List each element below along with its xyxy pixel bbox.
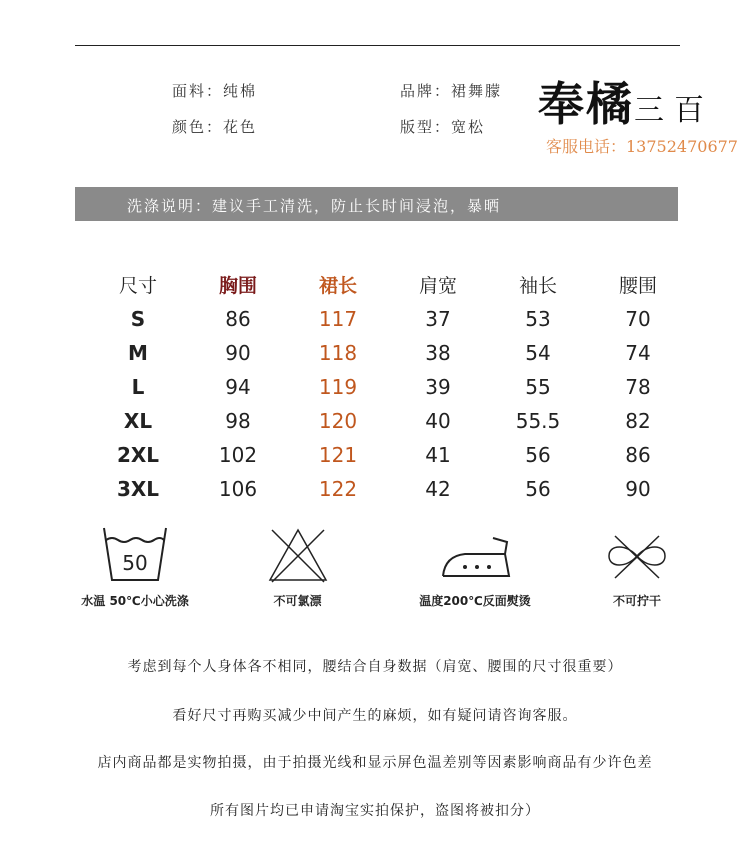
wash-instructions-bar (75, 187, 678, 221)
no-bleach-caption: 不可氯漂 (273, 594, 322, 608)
header-waist: 腰围 (618, 274, 657, 297)
brand-logo (538, 68, 714, 134)
size-cell: S (130, 307, 146, 331)
shoulder-cell: 37 (425, 307, 451, 331)
size-table (88, 266, 688, 506)
length-cell: 120 (318, 409, 358, 433)
length-cell: 121 (318, 443, 358, 467)
brand-logo-tail: 三百 (634, 93, 714, 128)
size-table-header (88, 266, 688, 302)
shoulder-cell: 42 (425, 477, 451, 501)
wash-caption: 水温 50℃小心洗涤 (81, 594, 189, 608)
top-divider (75, 45, 680, 46)
table-row (88, 404, 688, 438)
chest-cell: 90 (225, 341, 251, 365)
length-cell: 122 (318, 477, 358, 501)
shoulder-cell: 38 (425, 341, 451, 365)
table-row (88, 336, 688, 370)
header-shoulder: 肩宽 (418, 274, 457, 297)
header-length: 裙长 (318, 274, 357, 297)
table-row (88, 438, 688, 472)
header-sleeve: 袖长 (518, 274, 557, 297)
brand-attribute: 品牌：裙舞朦 (400, 82, 503, 100)
sleeve-cell: 56 (525, 443, 551, 467)
chest-cell: 86 (225, 307, 251, 331)
size-cell: XL (123, 409, 153, 433)
chest-cell: 98 (225, 409, 251, 433)
care-no-wring (592, 526, 682, 609)
sleeve-cell: 56 (525, 477, 551, 501)
size-cell: M (128, 341, 148, 365)
length-cell: 117 (318, 307, 358, 331)
waist-cell: 78 (625, 375, 651, 399)
sleeve-cell: 55 (525, 375, 551, 399)
iron-caption: 温度200℃反面熨烫 (419, 594, 531, 608)
brand-logo-main: 奉橘 (538, 77, 634, 131)
table-row (88, 370, 688, 404)
sleeve-cell: 55.5 (515, 409, 561, 433)
fabric-attribute: 面料：纯棉 (172, 82, 258, 100)
chest-cell: 94 (225, 375, 251, 399)
waist-cell: 86 (625, 443, 651, 467)
size-cell: 2XL (116, 443, 160, 467)
waist-cell: 74 (625, 341, 651, 365)
length-cell: 119 (318, 375, 358, 399)
wash-50-icon (100, 526, 170, 584)
wash-temperature-number: 50 (122, 551, 148, 575)
service-hotline: 客服电话：13752470677 (546, 137, 738, 156)
note-line-2: 看好尺寸再购买减少中间产生的麻烦，如有疑问请咨询客服。 (172, 708, 578, 724)
fit-attribute: 版型：宽松 (400, 118, 486, 136)
table-row (88, 472, 688, 506)
sleeve-cell: 53 (525, 307, 551, 331)
no-wring-caption: 不可拧干 (612, 594, 661, 608)
wash-instructions-text: 洗涤说明：建议手工清洗，防止长时间浸泡，暴晒 (127, 197, 502, 215)
no-wring-icon (601, 526, 673, 584)
size-cell: L (131, 375, 145, 399)
iron-icon (435, 526, 515, 584)
shoulder-cell: 39 (425, 375, 451, 399)
waist-cell: 82 (625, 409, 651, 433)
color-attribute: 颜色：花色 (172, 118, 258, 136)
note-line-3: 店内商品都是实物拍摄，由于拍摄光线和显示屏色温差别等因素影响商品有少许色差 (97, 755, 653, 771)
shoulder-cell: 40 (425, 409, 451, 433)
note-line-4: 所有图片均已申请淘宝实拍保护，盗图将被扣分） (210, 803, 540, 819)
note-line-1: 考虑到每个人身体各不相同，腰结合自身数据（肩宽、腰围的尺寸很重要） (127, 659, 623, 675)
waist-cell: 90 (625, 477, 651, 501)
shoulder-cell: 41 (425, 443, 451, 467)
chest-cell: 102 (218, 443, 258, 467)
size-cell: 3XL (116, 477, 160, 501)
length-cell: 118 (318, 341, 358, 365)
care-wash (70, 526, 200, 609)
no-bleach-icon (266, 526, 330, 584)
header-size: 尺寸 (118, 274, 157, 297)
care-iron (400, 526, 550, 609)
waist-cell: 70 (625, 307, 651, 331)
header-chest: 胸围 (218, 274, 257, 297)
table-row (88, 302, 688, 336)
care-no-bleach (250, 526, 345, 609)
sleeve-cell: 54 (525, 341, 551, 365)
chest-cell: 106 (218, 477, 258, 501)
